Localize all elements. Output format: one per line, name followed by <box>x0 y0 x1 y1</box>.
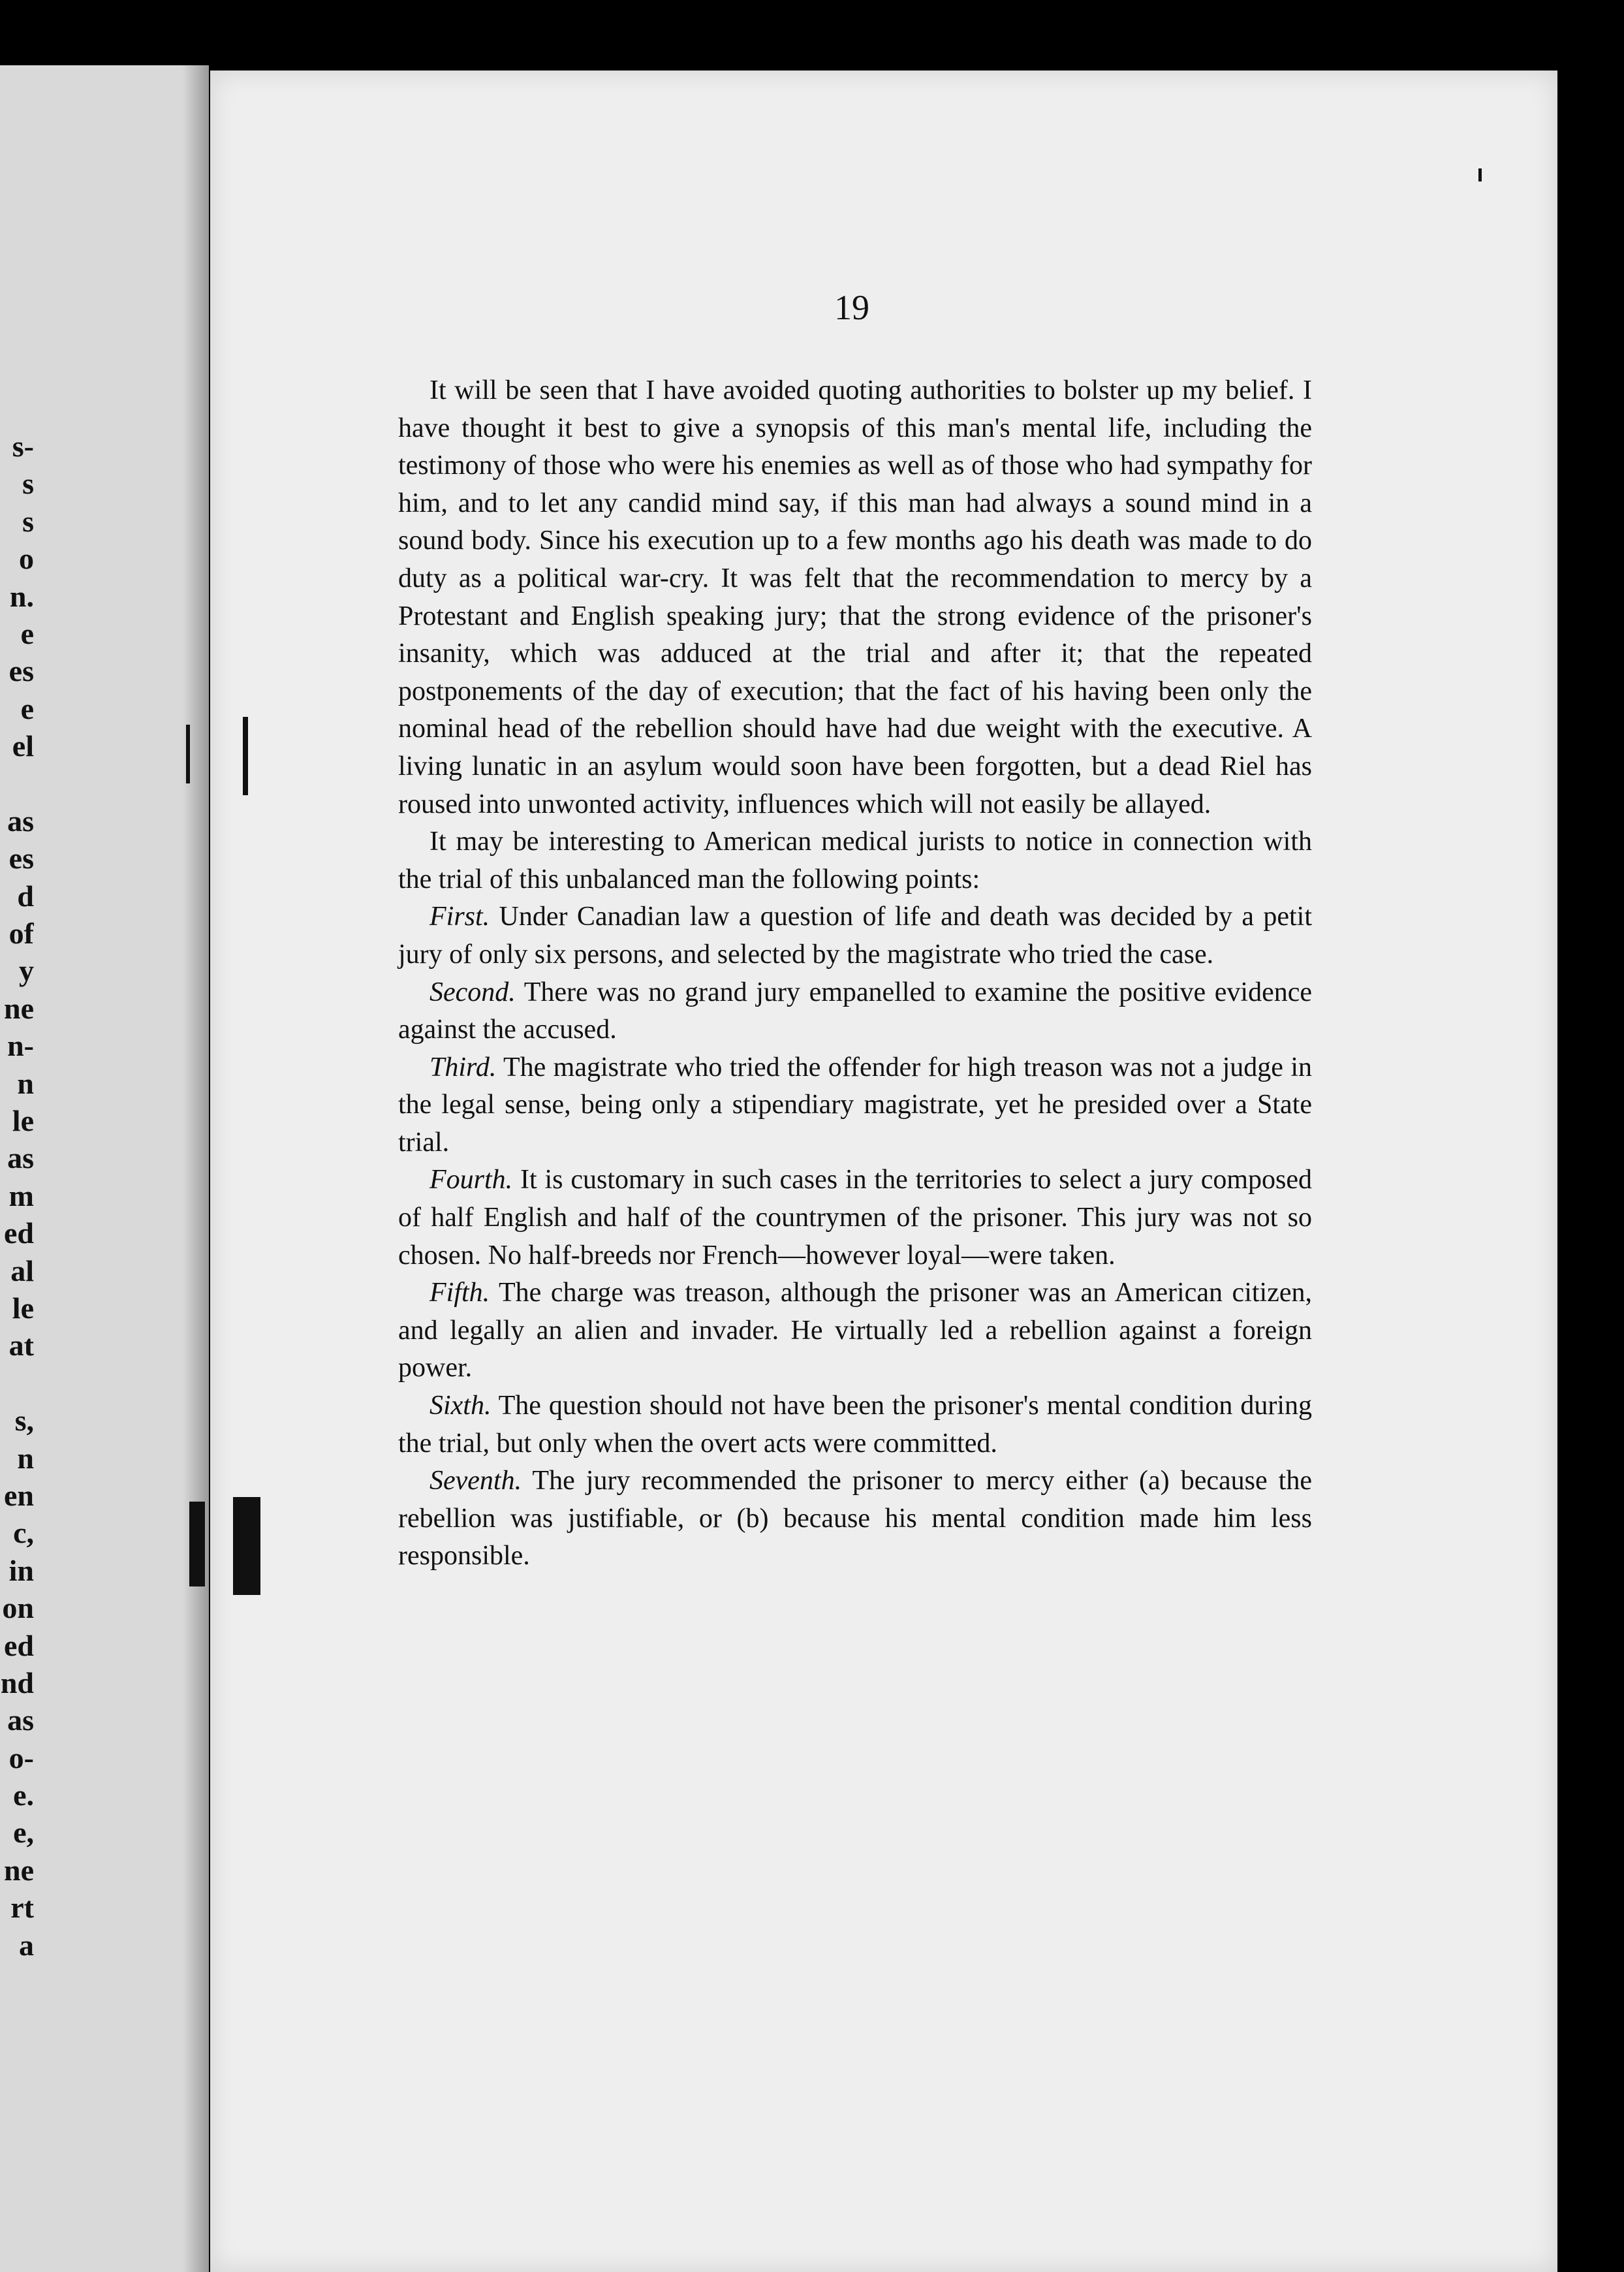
margin-fragment: n <box>17 1066 34 1100</box>
page-number: 19 <box>834 288 869 327</box>
margin-fragment: al <box>10 1254 34 1287</box>
point-item <box>398 898 1312 973</box>
margin-fragment: e <box>20 616 34 650</box>
margin-fragment: as <box>7 1703 34 1737</box>
point-text: The jury recommended the prisoner to mercy either (a) because the rebellion was justifiable, or (b) because his mental condition made him less responsible. <box>398 1466 1312 1571</box>
point-text: The magistrate who tried the offender for high treason was not a judge in the legal sense, being only a stipendiary magistrate, yet he presided over a State trial. <box>398 1052 1312 1158</box>
point-item <box>398 1274 1312 1387</box>
margin-fragment: le <box>12 1291 34 1325</box>
margin-fragment: at <box>8 1329 34 1363</box>
margin-fragment: ne <box>4 991 34 1025</box>
point-text: Under Canadian law a question of life and death was decided by a petit jury of only six persons, and selected by the magistrate who tried the case. <box>398 902 1313 970</box>
margin-fragment: s <box>22 467 34 501</box>
ink-mark <box>1478 168 1482 181</box>
margin-fragment: nd <box>0 1665 34 1699</box>
margin-fragment: es <box>8 654 34 688</box>
margin-fragment: e. <box>13 1778 34 1812</box>
margin-fragment: rt <box>10 1891 34 1925</box>
margin-fragment: on <box>2 1591 34 1625</box>
margin-fragment: es <box>8 842 34 876</box>
margin-fragment: en <box>4 1478 34 1512</box>
point-item <box>398 1387 1312 1462</box>
margin-fragment: s- <box>12 430 34 463</box>
margin-fragment: ed <box>4 1216 34 1250</box>
point-lead: Sixth. <box>429 1391 492 1421</box>
point-item <box>398 1462 1312 1575</box>
point-lead: Second. <box>429 977 516 1007</box>
ink-mark <box>186 725 190 783</box>
margin-fragment: as <box>7 1141 34 1175</box>
point-text: There was no grand jury empanelled to examine the positive evidence against the accused. <box>398 977 1312 1045</box>
margin-fragment: s <box>22 504 34 538</box>
margin-fragment: y <box>19 954 34 988</box>
gutter-shadow <box>183 65 209 2272</box>
margin-fragment: s, <box>14 1404 34 1438</box>
margin-fragment: n- <box>7 1029 34 1063</box>
margin-fragment: ed <box>4 1628 34 1662</box>
margin-fragment: of <box>8 917 34 951</box>
point-text: The charge was treason, although the prisoner was an American citizen, and legally an alien and invader. He virtually led a rebellion against a foreign power. <box>398 1278 1312 1383</box>
margin-fragment: a <box>19 1928 34 1962</box>
left-margin-fragments <box>0 428 34 1964</box>
paragraph: It will be seen that I have avoided quoting authorities to bolster up my belief. I have thought it best to give a synopsis of this man's mental life, including the testimony of those who were his enemies as well as of those who had sympathy for him, and to let any candid mind say, if this man had always a sound mind in a sound body. Since his execution up to a few months ago his death was made to do duty as a political war-cry. It was felt that the recommendation to mercy by a Protestant and English speaking jury; that the strong evidence of the prisoner's insanity, which was adduced at the trial and after it; that the repeated postponements of the day of execution; that the fact of his having been only the nominal head of the rebellion should have had due weight with the executive. A living lunatic in an asylum would soon have been forgotten, but a dead Riel has roused into unwonted activity, influences which will not easily be allayed. <box>398 375 1312 819</box>
ink-mark <box>189 1502 205 1586</box>
point-lead: First. <box>429 902 490 932</box>
ink-mark <box>233 1497 260 1595</box>
body-text <box>398 372 1312 1575</box>
point-lead: Fifth. <box>429 1278 490 1308</box>
margin-fragment <box>0 1365 34 1402</box>
margin-fragment: o- <box>8 1741 34 1775</box>
margin-fragment <box>0 765 34 802</box>
margin-fragment: n. <box>9 579 34 613</box>
margin-fragment: o <box>19 542 34 576</box>
margin-fragment: e, <box>13 1816 34 1850</box>
point-lead: Fourth. <box>429 1165 513 1195</box>
point-lead: Seventh. <box>429 1466 522 1496</box>
point-item <box>398 974 1312 1049</box>
margin-fragment: n <box>17 1441 34 1475</box>
margin-fragment: d <box>17 879 34 913</box>
margin-fragment: m <box>8 1178 34 1212</box>
point-text: The question should not have been the prisoner's mental condition during the trial, but only when the overt acts were committed. <box>398 1391 1312 1459</box>
margin-fragment: el <box>12 729 34 763</box>
margin-fragment: ne <box>4 1853 34 1887</box>
margin-fragment: in <box>8 1553 34 1587</box>
paragraph: It may be interesting to American medical jurists to notice in connection with the trial of this unbalanced man the following points: <box>398 827 1312 894</box>
point-lead: Third. <box>429 1052 497 1082</box>
point-text: It is customary in such cases in the territories to select a jury composed of half English and half of the countrymen of the prisoner. This jury was not so chosen. No half-breeds nor French—however loyal—were taken. <box>398 1165 1312 1270</box>
point-item <box>398 1049 1312 1162</box>
ink-mark <box>243 717 248 795</box>
point-item <box>398 1161 1312 1274</box>
margin-fragment: c, <box>13 1516 34 1550</box>
margin-fragment: e <box>20 691 34 725</box>
margin-fragment: as <box>7 804 34 838</box>
margin-fragment: le <box>12 1104 34 1138</box>
left-page <box>0 65 209 2272</box>
